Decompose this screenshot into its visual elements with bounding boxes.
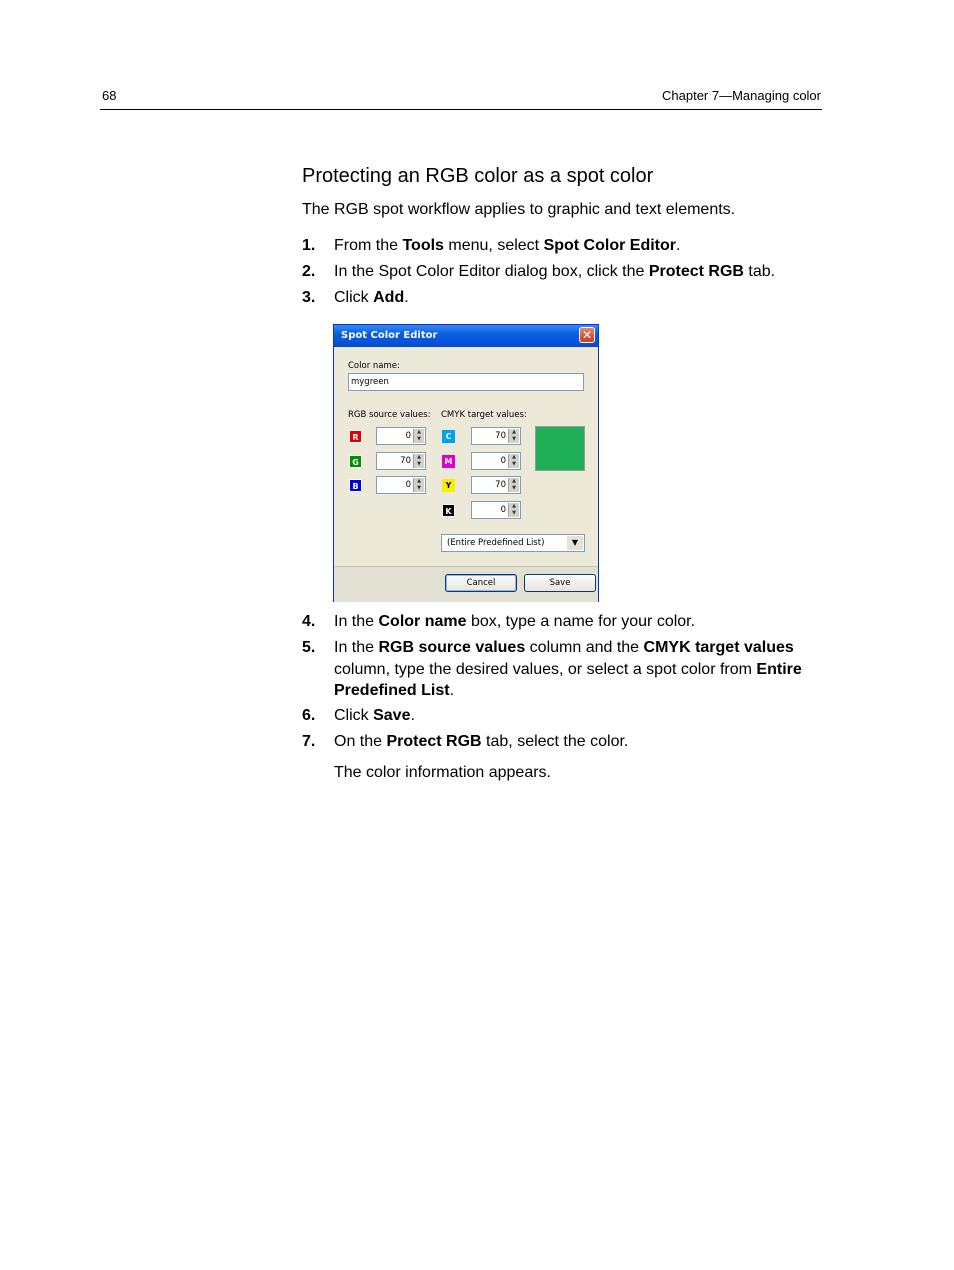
step-number: 4. [302,613,316,630]
channel-chip-c: C [442,430,455,443]
text-segment: tab. [743,263,776,280]
bold-term: Save [373,707,411,724]
close-icon[interactable]: ✕ [579,327,595,343]
stepper-arrows-icon[interactable]: ▲ ▼ [508,478,519,492]
color-name-input[interactable]: mygreen [348,373,584,391]
text-segment: Click [334,289,374,306]
bold-term: Tools [402,237,444,254]
stepper-value: 70 [400,455,411,466]
text-segment: menu, select [443,237,544,254]
chapter-title: Chapter 7—Managing color [662,88,821,103]
stepper-value: 0 [405,431,411,441]
value-stepper-r[interactable] [376,427,426,445]
stepper-value: 0 [500,504,506,515]
text-segment: . [404,289,409,306]
step-number: 3. [302,289,316,306]
intro-paragraph: The RGB spot workflow applies to graphic and text elements. [302,201,736,218]
step-text [334,261,824,283]
dialog-title: Spot Color Editor [341,330,438,341]
step-number: 5. [302,639,316,656]
cmyk-target-label: CMYK target values: [441,410,527,420]
text-segment: . [676,237,681,254]
step-number: 1. [302,237,316,254]
channel-chip-g: G [349,455,362,468]
step-text [334,731,824,753]
stepper-value: 70 [495,431,506,441]
bold-term: Spot Color Editor [543,237,676,254]
dialog-title-bar [334,325,598,347]
step-text [334,235,824,257]
value-stepper-k[interactable] [471,501,521,519]
channel-chip-y: Y [442,479,455,492]
value-stepper-b[interactable] [376,476,426,494]
stepper-value: 70 [495,480,506,490]
channel-chip-b: B [349,479,362,492]
text-segment: . [449,682,455,699]
value-stepper-g[interactable] [376,452,426,470]
text-segment: From the [334,237,403,254]
text-segment: . [410,707,415,724]
stepper-arrows-icon[interactable]: ▲ ▼ [508,503,519,517]
step-number: 6. [302,707,316,724]
bold-term: Add [373,289,405,306]
step-text [334,637,824,702]
stepper-arrows-icon[interactable]: ▲ ▼ [508,429,519,443]
bold-term: CMYK target values [643,639,794,656]
step-text [334,287,824,309]
save-button[interactable]: Save [524,574,596,592]
stepper-arrows-icon[interactable]: ▲ ▼ [413,454,424,468]
dropdown-value: (Entire Predefined List) [447,538,545,548]
stepper-arrows-icon[interactable]: ▲ ▼ [508,454,519,468]
after-steps-note: The color information appears. [334,764,551,781]
color-name-label: Color name: [348,361,400,371]
text-segment: tab, select the color. [481,733,629,750]
value-stepper-y[interactable] [471,476,521,494]
channel-chip-k: K [442,504,455,517]
text-segment: In the Spot Color Editor dialog box, click the [334,263,649,280]
predefined-list-dropdown[interactable] [441,534,585,552]
color-preview-swatch [535,426,585,471]
bold-term: Entire Predefined List [334,660,802,699]
page-number: 68 [102,88,117,103]
step-text [334,611,824,633]
bold-term: Protect RGB [386,733,482,750]
text-segment: Click [334,707,374,724]
text-segment: column, type the desired values, or select a spot color from [334,660,757,678]
step-number: 7. [302,733,316,750]
channel-chip-r: R [349,430,362,443]
text-segment: In the [334,639,379,656]
text-segment: In the [334,613,379,630]
text-segment: column and the [525,639,644,656]
spot-color-editor-dialog [333,324,599,602]
section-title: Protecting an RGB color as a spot color [302,165,654,187]
text-segment: box, type a name for your color. [466,613,696,630]
bold-term: RGB source values [378,639,526,656]
value-stepper-c[interactable] [471,427,521,445]
stepper-arrows-icon[interactable]: ▲ ▼ [413,429,424,443]
stepper-value: 0 [500,455,506,466]
value-stepper-m[interactable] [471,452,521,470]
header-rule [100,109,822,110]
channel-chip-m: M [442,455,455,468]
stepper-value: 0 [405,480,411,490]
rgb-source-label: RGB source values: [348,410,431,420]
stepper-arrows-icon[interactable]: ▲ ▼ [413,478,424,492]
chevron-down-icon[interactable]: ▼ [567,536,583,550]
bold-term: Protect RGB [648,263,744,280]
text-segment: On the [334,733,387,750]
step-number: 2. [302,263,316,280]
cancel-button[interactable]: Cancel [445,574,517,592]
step-text [334,705,824,727]
bold-term: Color name [378,613,467,630]
